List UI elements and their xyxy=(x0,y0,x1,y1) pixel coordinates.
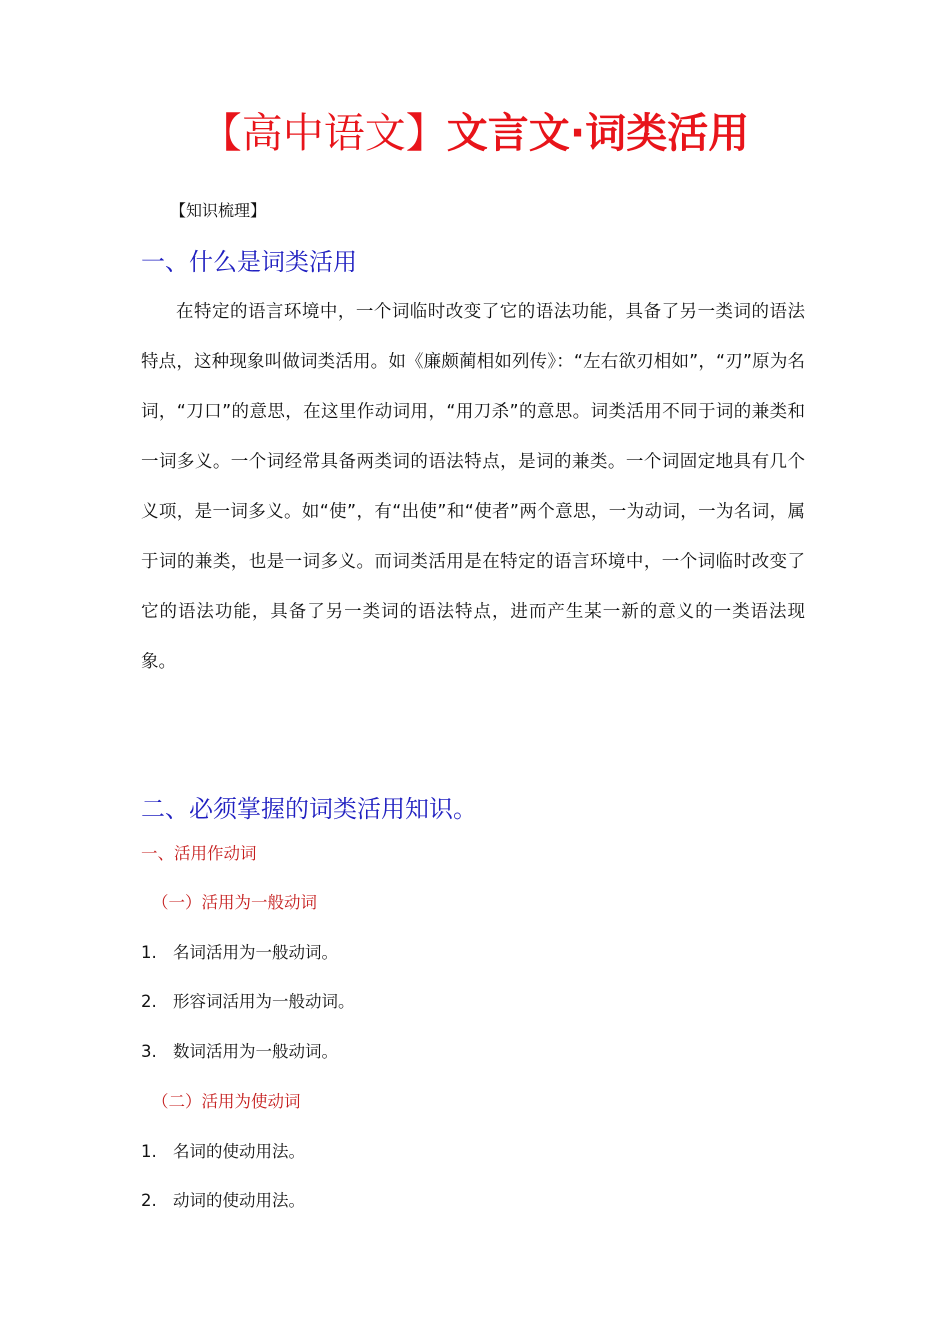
list-item xyxy=(141,1188,305,1214)
group-label-causative-verb: （二）活用为使动词 xyxy=(152,1092,301,1111)
title-bracket-part: 【高中语文】 xyxy=(200,109,447,157)
section-label: 【知识梳理】 xyxy=(170,201,267,220)
list-item-number: 1. xyxy=(141,1142,157,1161)
list-item-number: 2. xyxy=(141,992,157,1011)
list-item xyxy=(141,1039,338,1065)
heading-must-know: 二、必须掌握的词类活用知识。 xyxy=(141,795,477,823)
group-label-general-verb: （一）活用为一般动词 xyxy=(152,893,317,912)
list-item-text: 名词的使动用法。 xyxy=(173,1142,305,1161)
list-item-text: 形容词活用为一般动词。 xyxy=(173,992,355,1011)
list-item-text: 动词的使动用法。 xyxy=(173,1191,305,1210)
definition-paragraph: 在特定的语言环境中，一个词临时改变了它的语法功能，具备了另一类词的语法特点，这种现象叫做词类活用。如《廉颇蔺相如列传》：“左右欲刃相如”，“刃”原为名词，“刀口”的意思，在这里作动词用，“用刀杀”的意思。词类活用不同于词的兼类和一词多义。一个词经常具备两类词的语法特点，是词的兼类。一个词固定地具有几个义项，是一词多义。如“使”，有“出使”和“使者”两个意思，一为动词，一为名词，属于词的兼类，也是一词多义。而词类活用是在特定的语言环境中，一个词临时改变了它的语法功能，具备了另一类词的语法特点，进而产生某一新的意义的一类语法现象。 xyxy=(141,302,805,672)
list-item-number: 2. xyxy=(141,1191,157,1210)
page-title xyxy=(0,104,950,162)
list-item-number: 3. xyxy=(141,1042,157,1061)
title-topic: 文言文·词类活用 xyxy=(446,109,750,157)
list-item xyxy=(141,940,338,966)
list-item-number: 1. xyxy=(141,943,157,962)
heading-what-is: 一、什么是词类活用 xyxy=(141,248,357,276)
subheading-as-verb: 一、活用作动词 xyxy=(141,844,257,863)
list-item-text: 数词活用为一般动词。 xyxy=(173,1042,338,1061)
list-item-text: 名词活用为一般动词。 xyxy=(173,943,338,962)
list-item xyxy=(141,1139,305,1165)
list-item xyxy=(141,989,355,1015)
